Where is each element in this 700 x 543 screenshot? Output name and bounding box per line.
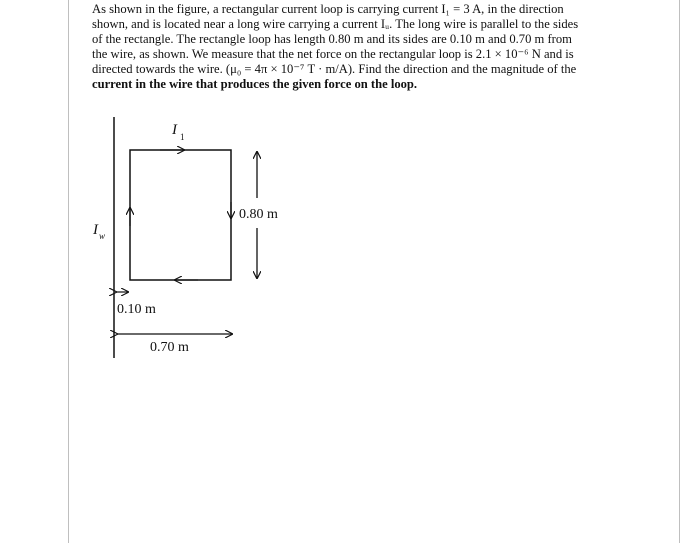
problem-line: of the rectangle. The rectangle loop has length 0.80 m and its sides are 0.10 m and 0.70 m from	[92, 32, 572, 46]
far-distance-label: 0.70 m	[150, 340, 189, 355]
problem-line: directed towards the wire. (μ₀ = 4π × 10⁻⁷ T · m/A). Find the direction and the magnitude of the	[92, 62, 577, 76]
loop-current-subscript: 1	[180, 132, 185, 142]
problem-line: As shown in the figure, a rectangular current loop is carrying current I₁ = 3 A, in the direction	[92, 2, 564, 16]
problem-line: the wire, as shown. We measure that the net force on the rectangular loop is 2.1 × 10⁻⁶ N and is	[92, 47, 574, 61]
wire-current-label: I	[93, 222, 98, 238]
loop-current-label: I	[172, 122, 177, 138]
near-distance-label: 0.10 m	[117, 302, 156, 317]
current-loop	[130, 150, 231, 280]
wire-current-subscript: w	[99, 231, 106, 241]
problem-line: current in the wire that produces the given force on the loop.	[92, 77, 418, 91]
length-label: 0.80 m	[239, 207, 278, 222]
problem-line: shown, and is located near a long wire carrying a current Iᵤ. The long wire is parallel to the sides	[92, 17, 579, 31]
